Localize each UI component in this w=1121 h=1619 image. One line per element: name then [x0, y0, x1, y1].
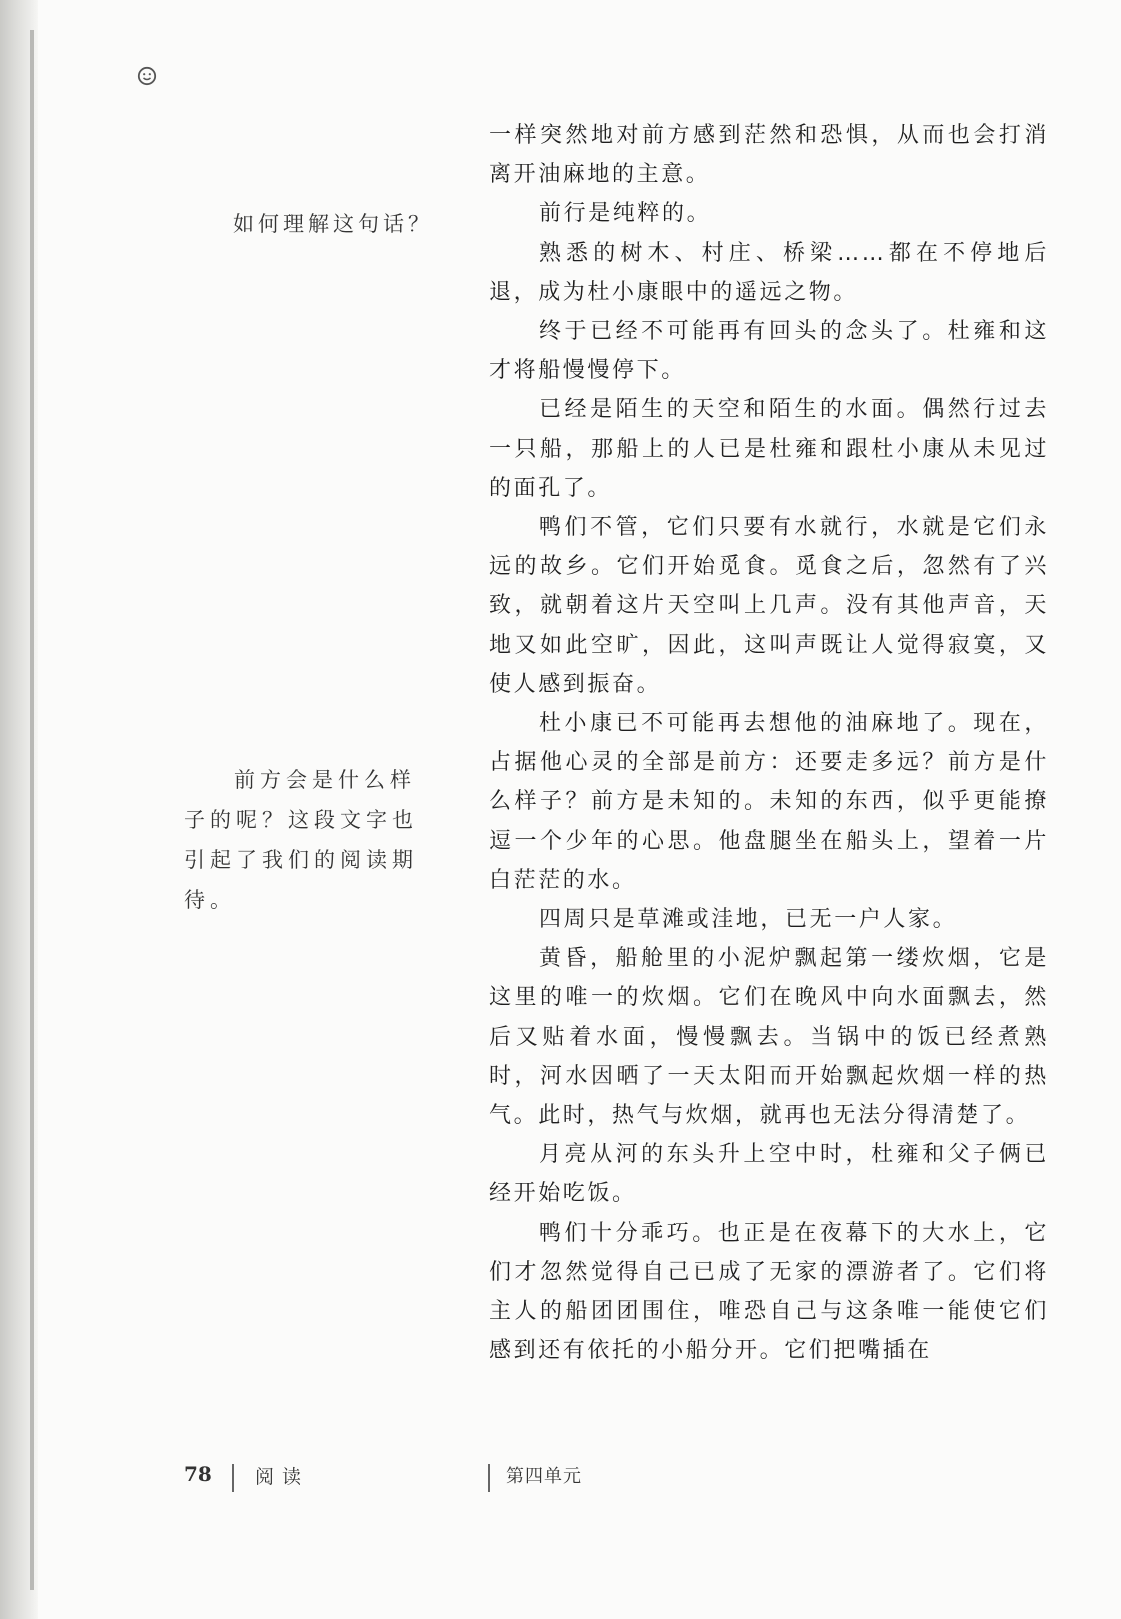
paragraph: 终于已经不可能再有回头的念头了。杜雍和这才将船慢慢停下。	[489, 319, 1049, 384]
paragraph: 四周只是草滩或洼地，已无一户人家。	[539, 907, 958, 933]
page-number: 78	[184, 1462, 212, 1486]
paragraph: 熟悉的树木、村庄、桥梁……都在不停地后退，成为杜小康眼中的遥远之物。	[489, 240, 1049, 305]
paragraph: 月亮从河的东头升上空中时，杜雍和父子俩已经开始吃饭。	[489, 1142, 1049, 1207]
paragraph: 黄昏，船舱里的小泥炉飘起第一缕炊烟，它是这里的唯一的炊烟。它们在晚风中向水面飘去，然后又贴着水面，慢慢飘去。当锅中的饭已经煮熟时，河水因晒了一天太阳而开始飘起炊烟一样的热气。此时，热气与炊烟，就再也无法分得清楚了。	[489, 946, 1049, 1129]
paragraph: 鸭们不管，它们只要有水就行，水就是它们永远的故乡。它们开始觅食。觅食之后，忽然有了兴致，就朝着这片天空叫上几声。没有其他声音，天地又如此空旷，因此，这叫声既让人觉得寂寞，又使人感到振奋。	[489, 515, 1049, 697]
margin-note-expectation: 前方会是什么样子的呢？这段文字也引起了我们的阅读期待。	[184, 768, 418, 912]
main-text-column	[489, 116, 1049, 1371]
paragraph: 已经是陌生的天空和陌生的水面。偶然行过去一只船，那船上的人已是杜雍和跟杜小康从未见过的面孔了。	[489, 397, 1049, 501]
paragraph: 前行是纯粹的。	[539, 201, 712, 227]
paragraph: 鸭们十分乖巧。也正是在夜幕下的大水上，它们才忽然觉得自己已成了无家的漂游者了。它们将主人的船团团围住，唯恐自己与这条唯一能使它们感到还有依托的小船分开。它们把嘴插在	[489, 1220, 1049, 1364]
smiley-face-icon	[137, 66, 157, 86]
footer-unit-name: 第四单元	[506, 1466, 582, 1487]
binding-shadow-line	[30, 30, 34, 1590]
paragraph: 杜小康已不可能再去想他的油麻地了。现在，占据他心灵的全部是前方：还要走多远？前方是什么样子？前方是未知的。未知的东西，似乎更能撩逗一个少年的心思。他盘腿坐在船头上，望着一片白茫茫的水。	[489, 711, 1049, 893]
footer-section-name: 阅读	[255, 1466, 310, 1488]
margin-note-question: 如何理解这句话？	[233, 212, 433, 236]
paragraph: 一样突然地对前方感到茫然和恐惧，从而也会打消离开油麻地的主意。	[489, 123, 1049, 188]
footer-divider	[232, 1464, 234, 1492]
footer-divider	[488, 1464, 490, 1492]
